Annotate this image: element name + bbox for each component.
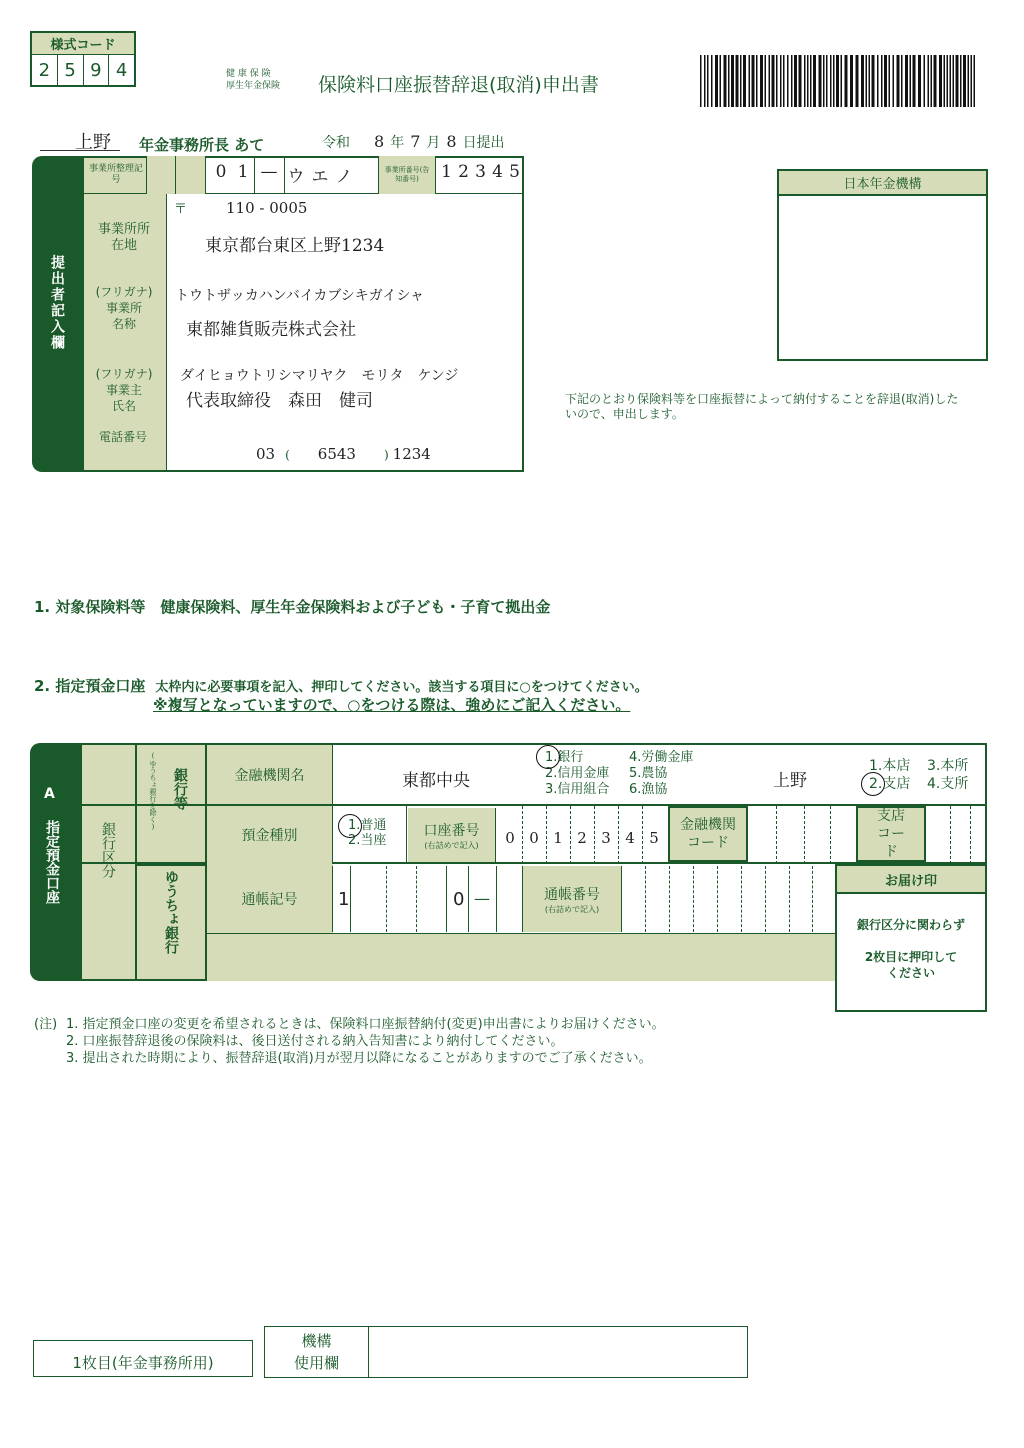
office-num-digit: 2 <box>458 162 469 182</box>
owner-label-furigana: (フリガナ) <box>95 367 153 381</box>
barcode-bar <box>826 55 828 107</box>
form-code-box <box>30 31 136 87</box>
title-prefix-top: 健 康 保 険 <box>226 69 271 79</box>
date-day-unit: 日提出 <box>462 135 505 151</box>
deposit-type-ordinary: 1.普通 <box>348 818 387 833</box>
acct-no-cell <box>618 806 619 864</box>
office-suffix: 年金事務所長 あて <box>139 136 265 154</box>
barcode-bar <box>968 55 970 107</box>
org-use-box <box>264 1326 748 1378</box>
acct-no-digit: 4 <box>625 829 635 847</box>
passbook-no-label-text: 通帳番号 <box>544 886 600 903</box>
agency-label: 日本年金機構 <box>779 171 986 196</box>
passbook-cell <box>496 866 497 932</box>
barcode-bar <box>772 55 775 107</box>
barcode-bar <box>810 55 812 107</box>
phone-exchange: 6543 <box>317 445 356 463</box>
title-prefix-bottom: 厚生年金保険 <box>226 81 281 91</box>
barcode-bar <box>740 55 742 107</box>
acct-no-digit: 2 <box>577 829 587 847</box>
inst-code-cell <box>804 806 805 864</box>
phone-paren-open: ( <box>285 448 290 462</box>
owner-label <box>86 366 162 414</box>
form-code-digit: 4 <box>115 59 128 81</box>
date-month: 7 <box>410 132 421 151</box>
barcode-bar <box>963 55 966 107</box>
office-num-label: 事業所番号(告知番号) <box>378 156 436 194</box>
barcode-bar <box>931 55 933 107</box>
inst-code-cell <box>776 806 777 864</box>
submitter-value-divider <box>166 194 167 472</box>
deposit-type-label: 預金種別 <box>207 806 333 864</box>
barcode-bar <box>749 55 751 107</box>
barcode-bar <box>889 55 891 107</box>
form-code-digit: 2 <box>32 55 58 85</box>
org-use-label <box>265 1327 369 1377</box>
phone-number: 1234 <box>392 445 431 463</box>
barcode-bar <box>813 55 816 107</box>
acct-no-cell <box>594 806 595 864</box>
passbook-symbol-label: 通帳記号 <box>207 866 333 932</box>
notice-text: 下記のとおり保険料等を口座振替によって納付することを辞退(取消)したいので、申出します。 <box>565 392 959 421</box>
yucho-label: ゆうちょ銀行 <box>163 870 179 954</box>
page-title: 保険料口座振替辞退(取消)申出書 <box>318 74 599 96</box>
inst-code-cell <box>830 806 831 864</box>
passbook-symbol-mid: 0 <box>453 889 465 910</box>
barcode-bar <box>736 55 739 107</box>
passbook-symbol-first: 1 <box>338 889 350 910</box>
passbook-no-sub: (右詰めで記入) <box>544 904 600 914</box>
name-label <box>86 284 162 332</box>
barcode-image <box>700 55 978 107</box>
branch-types <box>869 757 985 793</box>
seal-label: お届け印 <box>837 866 985 894</box>
branch-name-value: 上野 <box>773 771 807 791</box>
barcode-bar <box>833 55 835 107</box>
account-side-label: 指定預金口座 <box>44 820 60 904</box>
barcode-bar <box>960 55 962 107</box>
passbook-dash: — <box>474 889 490 908</box>
barcode-bar <box>728 55 730 107</box>
office-num-digit: 3 <box>475 162 486 182</box>
date-year-unit: 年 <box>390 135 405 151</box>
barcode-bar <box>836 55 839 107</box>
note-item: 2. 口座振替辞退後の保険料は、後日送付される納入告知書により納付してください。 <box>66 1034 564 1049</box>
bank-kubun-divider <box>135 743 137 981</box>
barcode-bar <box>872 55 875 107</box>
barcode-bar <box>850 55 853 107</box>
reg-code-char: — <box>260 162 278 182</box>
account-side-a: A <box>44 786 55 802</box>
office-underline <box>40 150 120 151</box>
barcode-bar <box>866 55 868 107</box>
date-day: 8 <box>446 132 457 151</box>
branch-type-honten: 1.本店 <box>869 758 911 774</box>
reg-divider <box>146 156 176 194</box>
passbook-no-cell <box>693 866 694 932</box>
submitter-side-label: 提出者記入欄 <box>49 255 65 351</box>
barcode-bar <box>913 55 916 107</box>
barcode-bar <box>934 55 937 107</box>
agency-box <box>777 169 988 361</box>
acct-no-sub: (右詰めで記入) <box>424 840 479 850</box>
address-label: 事業所所在地 <box>97 222 150 253</box>
branch-type-shisho: 4.支所 <box>927 776 969 792</box>
barcode-bar <box>928 55 930 107</box>
owner-label-text: 事業主氏名 <box>105 383 142 413</box>
barcode-bar <box>760 55 763 107</box>
barcode-bar <box>881 55 883 107</box>
name-label-text: 事業所名称 <box>105 301 142 331</box>
postal-code: 110 - 0005 <box>226 199 308 217</box>
office-num-digit: 5 <box>509 162 520 182</box>
barcode-bar <box>869 55 871 107</box>
barcode-bar <box>897 55 900 107</box>
seal-note1: 銀行区分に関わらず <box>856 918 965 932</box>
reg-code-char: 0 <box>215 162 227 182</box>
phone-value <box>256 445 431 463</box>
passbook-cell <box>468 866 469 932</box>
branch-type-shiten: 2.支店 <box>869 776 911 792</box>
reg-code-box-divider <box>254 156 255 194</box>
branch-code-label: 支店コード <box>856 806 926 862</box>
acct-no-label <box>408 808 496 862</box>
passbook-cell <box>446 866 447 932</box>
form-code-digit: 9 <box>84 55 110 85</box>
barcode-bar <box>780 55 782 107</box>
acct-no-digit: 5 <box>649 829 659 847</box>
form-code-label: 様式コード <box>32 33 134 55</box>
barcode-bar <box>971 55 973 107</box>
bank-etc-label: 銀行等 <box>172 768 188 810</box>
barcode-bar <box>711 55 713 107</box>
owner-kana: ダイヒョウトリシマリヤク モリタ ケンジ <box>180 368 459 384</box>
branch-type-honsho: 3.本所 <box>927 758 969 774</box>
reg-code-char: ウ <box>287 167 305 187</box>
barcode-bar <box>819 55 822 107</box>
branch-code-cell <box>970 806 971 864</box>
section2-instruction: 太枠内に必要事項を記入、押印してください。該当する項目に○をつけてください。 <box>155 680 648 695</box>
inst-name-value: 東都中央 <box>402 771 470 791</box>
name-label-furigana: (フリガナ) <box>95 285 153 299</box>
address-value: 東京都台東区上野1234 <box>205 236 385 256</box>
barcode-bar <box>752 55 755 107</box>
reg-code-char: エ <box>311 167 329 187</box>
barcode-bar <box>947 55 949 107</box>
submit-date <box>322 132 505 152</box>
passbook-no-cell <box>645 866 646 932</box>
barcode-bar <box>910 55 912 107</box>
barcode-bar <box>787 55 789 107</box>
passbook-cell <box>386 866 387 932</box>
acct-no-digit: 0 <box>505 829 515 847</box>
inst-types <box>545 750 709 798</box>
bank-etc-sub: (ゆうちょ銀行を除く) <box>149 752 157 831</box>
reg-code <box>210 162 356 187</box>
barcode-bar <box>756 55 758 107</box>
branch-type-circle <box>861 772 885 796</box>
barcode-bar <box>823 55 825 107</box>
phone-area: 03 <box>256 445 276 463</box>
notes-prefix: (注) <box>34 1017 58 1032</box>
section1-heading: 1. 対象保険料等 健康保険料、厚生年金保険料および子ども・子育て拠出金 <box>34 598 551 616</box>
barcode-bar <box>901 55 903 107</box>
acct-no-digit: 0 <box>529 829 539 847</box>
barcode-bar <box>944 55 946 107</box>
barcode-bar <box>799 55 802 107</box>
org-use-label2: 使用欄 <box>293 1354 339 1372</box>
phone-label: 電話番号 <box>98 430 147 444</box>
passbook-no-cell <box>812 866 813 932</box>
barcode-bar <box>845 55 848 107</box>
date-month-unit: 月 <box>426 135 441 151</box>
barcode-bar <box>720 55 722 107</box>
barcode-bar <box>953 55 955 107</box>
deposit-divider <box>406 806 407 864</box>
yucho-blank-row <box>205 933 835 981</box>
inst-type-labor: 4.労働金庫 <box>629 750 694 765</box>
acct-no-digit: 3 <box>601 829 611 847</box>
reg-divider <box>176 156 206 194</box>
barcode-bar <box>791 55 793 107</box>
acct-no-value <box>498 829 666 847</box>
section2-title: 2. 指定預金口座 <box>34 677 146 695</box>
barcode-bar <box>939 55 942 107</box>
barcode-bar <box>974 55 976 107</box>
bank-yucho-divider <box>135 864 205 866</box>
barcode-bar <box>765 55 767 107</box>
office-num <box>438 162 523 182</box>
barcode-bar <box>856 55 859 107</box>
barcode-bar <box>905 55 908 107</box>
office-num-digit: 4 <box>492 162 503 182</box>
note-item: 3. 提出された時期により、振替辞退(取消)月が翌月以降になることがありますのでご了承ください。 <box>66 1051 652 1066</box>
passbook-cell <box>416 866 417 932</box>
passbook-no-cell <box>741 866 742 932</box>
barcode-bar <box>841 55 843 107</box>
barcode-bar <box>700 55 702 107</box>
barcode-bar <box>924 55 926 107</box>
inst-code-label: 金融機関コード <box>668 806 748 862</box>
office-num-digit: 1 <box>441 162 452 182</box>
barcode-bar <box>707 55 709 107</box>
deposit-type-circle <box>338 814 362 838</box>
barcode-bar <box>807 55 809 107</box>
inst-type-circle <box>536 745 560 769</box>
passbook-no-cell <box>669 866 670 932</box>
barcode-bar <box>776 55 778 107</box>
passbook-cell <box>350 866 351 932</box>
reg-code-box-divider <box>284 156 285 194</box>
barcode-bar <box>861 55 864 107</box>
owner-value: 代表取締役 森田 健司 <box>186 391 373 411</box>
name-kana: トウトザッカハンバイカブシキガイシャ <box>175 288 425 304</box>
barcode-bar <box>950 55 952 107</box>
barcode-bar <box>877 55 879 107</box>
office-name: 上野 <box>75 132 111 153</box>
inst-type-shinkin: 2.信用金庫 <box>545 766 610 781</box>
reg-label: 事業所整理記号 <box>88 164 143 185</box>
barcode-bar <box>731 55 734 107</box>
inst-type-bank: 1.銀行 <box>545 750 584 765</box>
title-prefix <box>226 68 280 92</box>
note-item: 1. 指定預金口座の変更を希望されるときは、保険料口座振替納付(変更)申出書によりお届けください。 <box>66 1017 665 1032</box>
passbook-no-cell <box>789 866 790 932</box>
inst-type-gyokyo: 6.漁協 <box>629 782 668 797</box>
passbook-no-cell <box>717 866 718 932</box>
form-code-digit: 5 <box>58 55 84 85</box>
acct-no-cell <box>522 806 523 864</box>
section2-warning: ※複写となっていますので、○をつける際は、強めにご記入ください。 <box>153 696 631 714</box>
date-year: 8 <box>374 132 385 151</box>
seal-note2: 2枚目に押印してください <box>864 950 958 980</box>
inst-type-nokyo: 5.農協 <box>629 766 668 781</box>
phone-paren-close: ) <box>383 448 389 462</box>
barcode-bar <box>783 55 785 107</box>
barcode-bar <box>893 55 895 107</box>
barcode-bar <box>804 55 806 107</box>
acct-no-cell <box>546 806 547 864</box>
acct-no-cell <box>570 806 571 864</box>
barcode-bar <box>794 55 797 107</box>
barcode-bar <box>884 55 887 107</box>
notes <box>34 1016 665 1067</box>
acct-no-cell <box>642 806 643 864</box>
barcode-bar <box>715 55 718 107</box>
reg-code-char: ノ <box>335 167 353 187</box>
barcode-bar <box>704 55 706 107</box>
reg-code-char: 1 <box>237 162 249 182</box>
passbook-no-label <box>522 866 622 932</box>
bank-kubun-label: 銀行区分 <box>100 822 116 878</box>
postal-mark: 〒 <box>174 202 188 217</box>
date-era: 令和 <box>322 135 350 151</box>
barcode-bar <box>769 55 771 107</box>
inst-name-label: 金融機関名 <box>207 745 333 804</box>
acct-no-digit: 1 <box>553 829 563 847</box>
barcode-bar <box>956 55 959 107</box>
seal-box <box>835 864 987 1012</box>
passbook-no-cell <box>765 866 766 932</box>
org-use-label1: 機構 <box>301 1332 332 1350</box>
acct-no-label-text: 口座番号 <box>423 822 480 839</box>
inst-type-kumiai: 3.信用組合 <box>545 782 610 797</box>
barcode-bar <box>724 55 727 107</box>
deposit-type-current: 2.当座 <box>348 833 387 848</box>
barcode-bar <box>918 55 921 107</box>
name-value: 東都雑貨販売株式会社 <box>186 320 356 340</box>
barcode-bar <box>830 55 832 107</box>
barcode-bar <box>743 55 746 107</box>
section2-heading <box>34 675 648 696</box>
branch-code-cell <box>950 806 951 864</box>
copy-label: 1枚目(年金事務所用) <box>33 1340 253 1377</box>
